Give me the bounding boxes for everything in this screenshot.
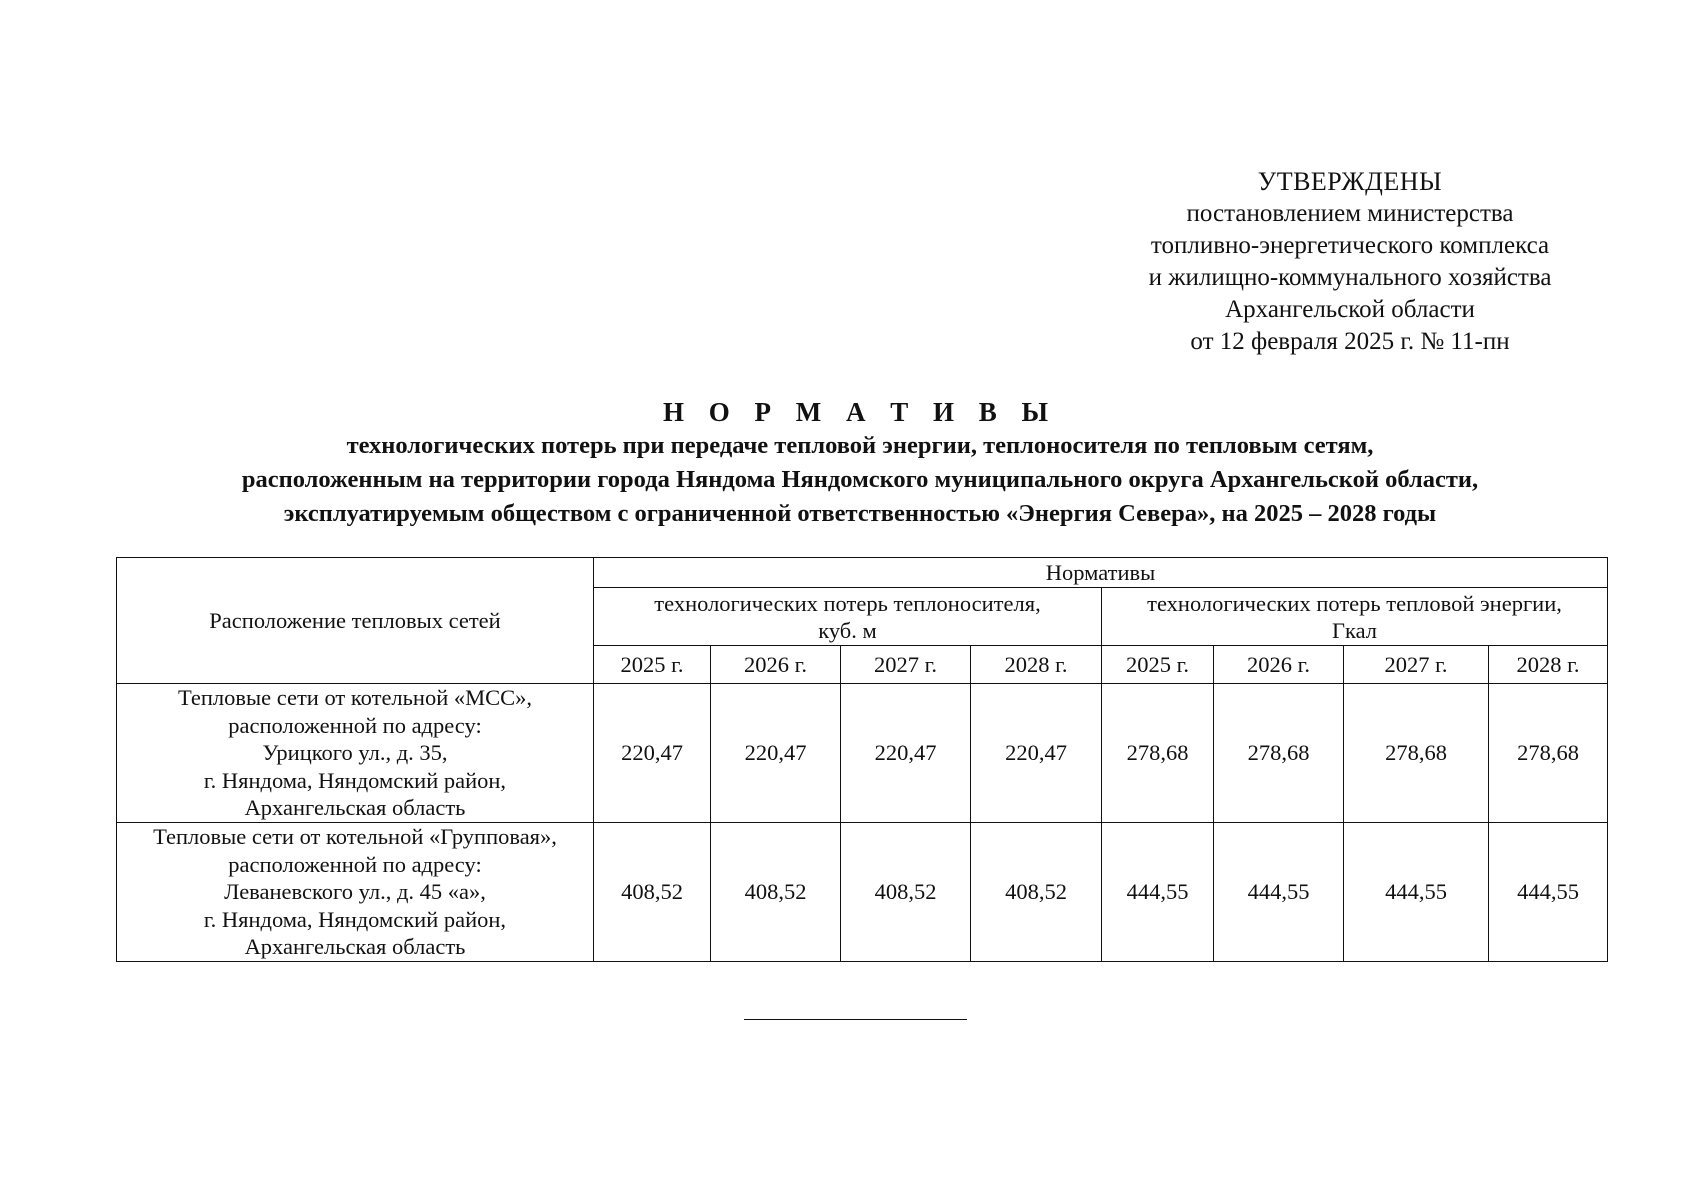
document-title-block	[90, 395, 1630, 531]
year-header: 2026 г.	[1214, 646, 1344, 684]
value-cell: 408,52	[594, 823, 711, 962]
location-line: Архангельская область	[244, 934, 466, 960]
value-cell: 278,68	[1214, 684, 1344, 823]
year-header: 2026 г.	[711, 646, 841, 684]
location-cell	[117, 823, 594, 962]
year-header: 2027 г.	[1344, 646, 1489, 684]
location-line: Архангельская область	[244, 795, 466, 821]
table-row	[117, 823, 1608, 962]
location-line: Тепловые сети от котельной «МСС»,	[177, 685, 533, 711]
year-header: 2028 г.	[1489, 646, 1608, 684]
value-cell: 278,68	[1102, 684, 1214, 823]
value-cell: 220,47	[971, 684, 1102, 823]
document-title: Н О Р М А Т И В Ы	[662, 397, 1057, 427]
coolant-header-line: технологических потерь теплоносителя,	[654, 590, 1041, 616]
location-line: Урицкого ул., д. 35,	[262, 740, 448, 766]
coolant-unit-label: куб. м	[818, 617, 877, 643]
value-cell: 220,47	[711, 684, 841, 823]
value-cell: 278,68	[1489, 684, 1608, 823]
value-cell: 444,55	[1344, 823, 1489, 962]
value-cell: 444,55	[1102, 823, 1214, 962]
approval-stamp	[1080, 166, 1620, 358]
approval-line: Архангельской области	[1225, 296, 1475, 323]
approval-line: постановлением министерства	[1186, 200, 1514, 227]
location-column-header: Расположение тепловых сетей	[117, 558, 594, 684]
value-cell: 220,47	[841, 684, 971, 823]
location-line: Леваневского ул., д. 45 «а»,	[224, 879, 486, 905]
value-cell: 444,55	[1214, 823, 1344, 962]
value-cell: 408,52	[971, 823, 1102, 962]
location-line: г. Няндома, Няндомский район,	[203, 906, 507, 932]
approval-heading: УТВЕРЖДЕНЫ	[1257, 167, 1443, 196]
document-subtitle-line: расположенным на территории города Няндома Няндомского муниципального округа Архангельской области,	[241, 466, 1479, 493]
document-subtitle-line: технологических потерь при передаче тепловой энергии, теплоносителя по тепловым сетям,	[346, 432, 1374, 459]
approval-line: и жилищно-коммунального хозяйства	[1148, 264, 1552, 291]
location-line: Тепловые сети от котельной «Групповая»,	[153, 824, 557, 850]
coolant-losses-header	[594, 588, 1102, 646]
value-cell: 408,52	[841, 823, 971, 962]
norms-table	[116, 557, 1608, 962]
location-line: расположенной по адресу:	[228, 851, 482, 877]
value-cell: 408,52	[711, 823, 841, 962]
norms-group-header: Нормативы	[594, 558, 1608, 588]
year-header: 2027 г.	[841, 646, 971, 684]
location-line: расположенной по адресу:	[228, 712, 482, 738]
year-header: 2028 г.	[971, 646, 1102, 684]
year-header: 2025 г.	[594, 646, 711, 684]
end-of-document-rule	[744, 1019, 967, 1020]
value-cell: 220,47	[594, 684, 711, 823]
table-header-row	[117, 558, 1608, 588]
value-cell: 444,55	[1489, 823, 1608, 962]
heat-unit-label: Гкал	[1332, 617, 1378, 643]
document-subtitle-line: эксплуатируемым обществом с ограниченной ответственностью «Энергия Севера», на 2025 – 2028 годы	[283, 500, 1437, 527]
heat-losses-header	[1102, 588, 1608, 646]
location-line: г. Няндома, Няндомский район,	[203, 767, 507, 793]
approval-date-line: от 12 февраля 2025 г. № 11-пн	[1190, 328, 1510, 355]
value-cell: 278,68	[1344, 684, 1489, 823]
approval-line: топливно-энергетического комплекса	[1150, 232, 1550, 259]
table-row	[117, 684, 1608, 823]
year-header: 2025 г.	[1102, 646, 1214, 684]
location-cell	[117, 684, 594, 823]
heat-header-line: технологических потерь тепловой энергии,	[1147, 590, 1562, 616]
